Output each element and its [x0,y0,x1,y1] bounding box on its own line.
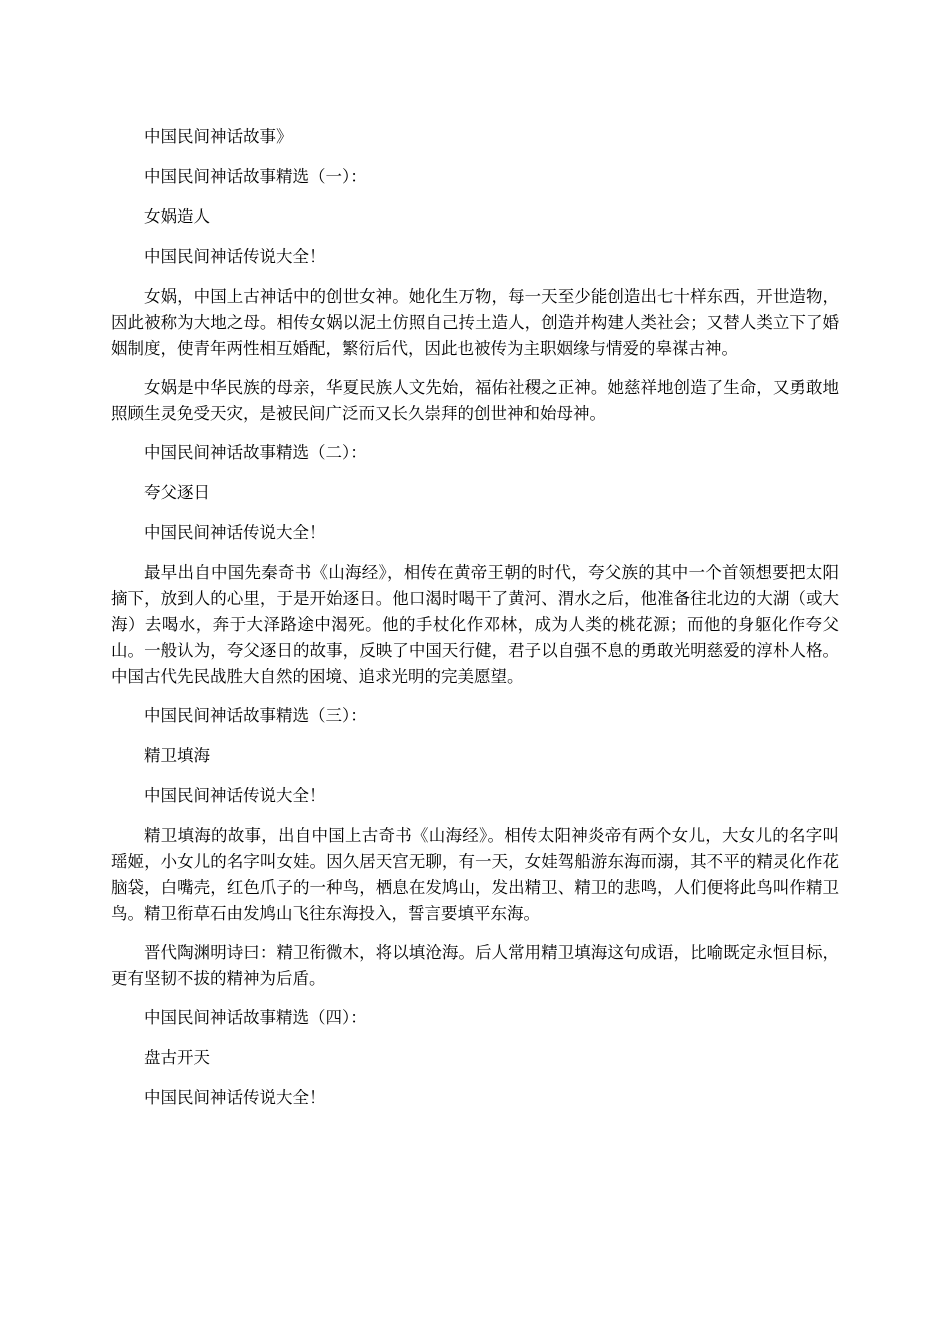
section-subtitle: 中国民间神话传说大全！ [144,1088,326,1107]
section-heading: 中国民间神话故事精选（三）： [144,706,367,725]
story-title: 女娲造人 [144,207,210,226]
section-heading: 中国民间神话故事精选（二）： [144,443,367,462]
section-heading: 中国民间神话故事精选（四）： [144,1008,367,1027]
document-body [111,124,839,1125]
body-paragraph: 精卫填海的故事，出自中国上古奇书《山海经》。相传太阳神炎帝有两个女儿，大女儿的名字叫瑶姬，小女儿的名字叫女娃。因久居天宫无聊，有一天，女娃驾船游东海而溺，其不平的精灵化作花脑袋，白嘴壳，红色爪子的一种鸟，栖息在发鸠山，发出精卫、精卫的悲鸣，人们便将此鸟叫作精卫鸟。精卫衔草石由发鸠山飞往东海投入，誓言要填平东海。 [111,826,839,923]
story-title: 夸父逐日 [144,483,210,502]
body-paragraph: 晋代陶渊明诗曰：精卫衔微木，将以填沧海。后人常用精卫填海这句成语，比喻既定永恒目标，更有坚韧不拔的精神为后盾。 [111,943,839,988]
story-title: 精卫填海 [144,746,210,765]
story-title: 盘古开天 [144,1048,210,1067]
section-heading: 中国民间神话故事精选（一）： [144,167,367,186]
body-paragraph: 女娲，中国上古神话中的创世女神。她化生万物，每一天至少能创造出七十样东西，开世造物，因此被称为大地之母。相传女娲以泥土仿照自己抟土造人，创造并构建人类社会；又替人类立下了婚姻制度，使青年两性相互婚配，繁衍后代，因此也被传为主职姻缘与情爱的皋禖古神。 [111,287,839,358]
body-paragraph: 最早出自中国先秦奇书《山海经》，相传在黄帝王朝的时代，夸父族的其中一个首领想要把太阳摘下，放到人的心里，于是开始逐日。他口渴时喝干了黄河、渭水之后，他准备往北边的大湖（或大海）去喝水，奔于大泽路途中渴死。他的手杖化作邓林，成为人类的桃花源；而他的身躯化作夸父山。一般认为，夸父逐日的故事，反映了中国天行健，君子以自强不息的勇敢光明慈爱的淳朴人格。中国古代先民战胜大自然的困境、追求光明的完美愿望。 [111,563,839,686]
body-paragraph: 女娲是中华民族的母亲，华夏民族人文先始，福佑社稷之正神。她慈祥地创造了生命，又勇敢地照顾生灵免受天灾，是被民间广泛而又长久崇拜的创世神和始母神。 [111,378,839,423]
section-subtitle: 中国民间神话传说大全！ [144,786,326,805]
document-title: 中国民间神话故事》 [144,127,293,146]
section-subtitle: 中国民间神话传说大全！ [144,523,326,542]
section-subtitle: 中国民间神话传说大全！ [144,247,326,266]
